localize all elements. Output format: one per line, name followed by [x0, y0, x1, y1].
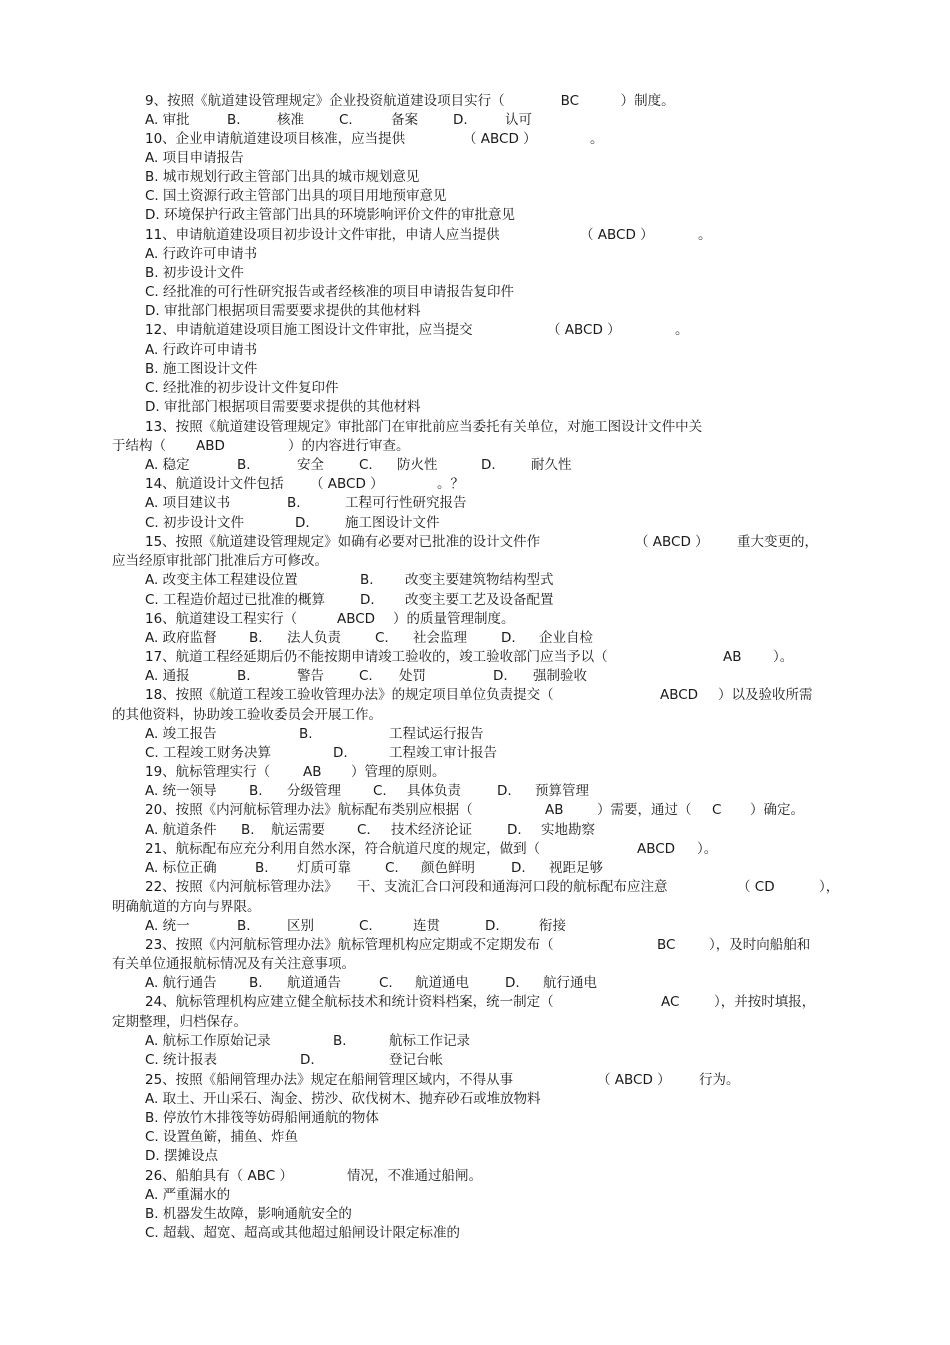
- question-24-cont: 定期整理，归档保存。: [112, 1014, 247, 1030]
- question-9: 9、按照《航道建设管理规定》企业投资航道建设项目实行（ BC ）制度。: [145, 93, 675, 109]
- options: A. 标位正确 B. 灯质可靠 C. 颜色鲜明 D. 视距足够: [145, 860, 603, 876]
- option-d: D. 环境保护行政主管部门出具的环境影响评价文件的审批意见: [145, 207, 515, 223]
- question-26: 26、船舶具有（ ABC ） 情况，不准通过船闸。: [145, 1168, 482, 1184]
- option-d: D. 摆摊设点: [145, 1148, 218, 1164]
- answer: （ ABCD ）: [580, 227, 654, 243]
- question-14: 14、航道设计文件包括 （ ABCD ） 。？: [145, 476, 464, 492]
- option-c: C. 经批准的可行性研究报告或者经核准的项目申请报告复印件: [145, 284, 515, 300]
- options: A. 统一领导 B. 分级管理 C. 具体负责 D. 预算管理: [145, 783, 589, 799]
- option-b: B. 机器发生故障，影响通航安全的: [145, 1206, 352, 1222]
- question-19: 19、航标管理实行（ AB ）管理的原则。: [145, 764, 446, 780]
- question-22: 22、按照《内河航标管理办法》 干、支流汇合口河段和通海河口段的航标配布应注意 （ CD ），: [145, 879, 840, 895]
- question-10: 10、企业申请航道建设项目核准，应当提供 （ ABCD ） 。: [145, 131, 604, 147]
- options: A. 航标工作原始记录 B. 航标工作记录: [145, 1033, 470, 1049]
- option-c: C. 超载、超宽、超高或其他超过船闸设计限定标准的: [145, 1225, 461, 1241]
- question-23-cont: 有关单位通报航标情况及有关注意事项。: [112, 956, 355, 972]
- option-d: D. 审批部门根据项目需要要求提供的其他材料: [145, 303, 421, 319]
- question-15: 15、按照《航道建设管理规定》如确有必要对已批准的设计文件作 （ ABCD ） 重大变更的，: [145, 534, 818, 550]
- question-25: 25、按照《船闸管理办法》规定在船闸管理区域内，不得从事 （ ABCD ） 行为。: [145, 1072, 740, 1088]
- options: A. 改变主体工程建设位置 B. 改变主要建筑物结构型式: [145, 572, 554, 588]
- options: A. 稳定 B. 安全 C. 防火性 D. 耐久性: [145, 457, 572, 473]
- option-b: B. 城市规划行政主管部门出具的城市规划意见: [145, 169, 420, 185]
- answer: （ ABCD ）: [547, 322, 621, 338]
- options: C. 工程竣工财务决算 D. 工程竣工审计报告: [145, 745, 497, 761]
- question-21: 21、航标配布应充分利用自然水深，符合航道尺度的规定，做到（ ABCD ）。: [145, 841, 718, 857]
- question-18: 18、按照《航道工程竣工验收管理办法》的规定项目单位负责提交（ ABCD ）以及验收所需: [145, 687, 813, 703]
- option-b: B. 初步设计文件: [145, 265, 244, 281]
- options: A. 审批 B. 核准 C. 备案 D. 认可: [145, 112, 532, 128]
- options: A. 统一 B. 区别 C. 连贯 D. 衔接: [145, 918, 566, 934]
- question-24: 24、航标管理机构应建立健全航标技术和统计资料档案，统一制定（ AC ），并按时填报，: [145, 994, 816, 1010]
- options: A. 政府监督 B. 法人负责 C. 社会监理 D. 企业自检: [145, 630, 593, 646]
- answer: （ ABCD ）: [310, 476, 384, 492]
- answer: ABCD: [337, 611, 376, 627]
- question-15-cont: 应当经原审批部门批准后方可修改。: [112, 553, 328, 569]
- question-13-cont: 于结构（ ABD ）的内容进行审查。: [112, 438, 410, 454]
- option-a: A. 严重漏水的: [145, 1187, 231, 1203]
- question-18-cont: 的其他资料，协助竣工验收委员会开展工作。: [112, 707, 382, 723]
- options: A. 航行通告 B. 航道通告 C. 航道通电 D. 航行通电: [145, 975, 597, 991]
- question-11: 11、申请航道建设项目初步设计文件审批，申请人应当提供 （ ABCD ） 。: [145, 227, 712, 243]
- option-d: D. 审批部门根据项目需要要求提供的其他材料: [145, 399, 421, 415]
- options: C. 初步设计文件 D. 施工图设计文件: [145, 515, 440, 531]
- option-b: B. 停放竹木排筏等妨碍船闸通航的物体: [145, 1110, 379, 1126]
- options: C. 统计报表 D. 登记台帐: [145, 1052, 443, 1068]
- question-16: 16、航道建设工程实行（ ABCD ）的质量管理制度。: [145, 611, 515, 627]
- answer: （ ABCD ）: [597, 1072, 671, 1088]
- answer: ABCD: [660, 687, 699, 703]
- answer: BC: [560, 93, 580, 109]
- option-a: A. 行政许可申请书: [145, 246, 258, 262]
- answer: ABD: [196, 438, 225, 454]
- question-20: 20、按照《内河航标管理办法》航标配布类别应根据（ AB ）需要，通过（ C ）确定。: [145, 802, 804, 818]
- answer: （ ABCD ）: [463, 131, 537, 147]
- answer: （ CD: [737, 879, 775, 895]
- options: A. 航道条件 B. 航运需要 C. 技术经济论证 D. 实地勘察: [145, 822, 595, 838]
- answer: AB: [723, 649, 742, 665]
- question-17: 17、航道工程经延期后仍不能按期申请竣工验收的，竣工验收部门应当予以（ AB ）。: [145, 649, 794, 665]
- options: A. 通报 B. 警告 C. 处罚 D. 强制验收: [145, 668, 587, 684]
- answer: （ ABCD ）: [635, 534, 709, 550]
- option-c: C. 设置鱼簖，捕鱼、炸鱼: [145, 1129, 299, 1145]
- question-22-cont: 明确航道的方向与界限。: [112, 899, 261, 915]
- answer: AB: [545, 802, 564, 818]
- question-13: 13、按照《航道建设管理规定》审批部门在审批前应当委托有关单位，对施工图设计文件中关: [145, 419, 703, 435]
- options: A. 竣工报告 B. 工程试运行报告: [145, 726, 484, 742]
- options: C. 工程造价超过已批准的概算 D. 改变主要工艺及设备配置: [145, 592, 554, 608]
- option-c: C. 经批准的初步设计文件复印件: [145, 380, 339, 396]
- options: A. 项目建议书 B. 工程可行性研究报告: [145, 495, 467, 511]
- answer: BC: [657, 937, 676, 953]
- option-c: C. 国土资源行政主管部门出具的项目用地预审意见: [145, 188, 447, 204]
- answer: ABCD: [637, 841, 676, 857]
- answer: C: [712, 802, 722, 818]
- question-23: 23、按照《内河航标管理办法》航标管理机构应定期或不定期发布（ BC ），及时向船舶和: [145, 937, 811, 953]
- option-a: A. 取土、开山采石、淘金、捞沙、砍伐树木、抛弃砂石或堆放物料: [145, 1091, 541, 1107]
- option-b: B. 施工图设计文件: [145, 361, 258, 377]
- option-a: A. 行政许可申请书: [145, 342, 258, 358]
- answer: AC: [661, 994, 680, 1010]
- answer: AB: [303, 764, 322, 780]
- question-text: 9、按照《航道建设管理规定》企业投资航道建设项目实行（: [145, 93, 505, 109]
- question-12: 12、申请航道建设项目施工图设计文件审批，应当提交 （ ABCD ） 。: [145, 322, 689, 338]
- option-a: A. 项目申请报告: [145, 150, 244, 166]
